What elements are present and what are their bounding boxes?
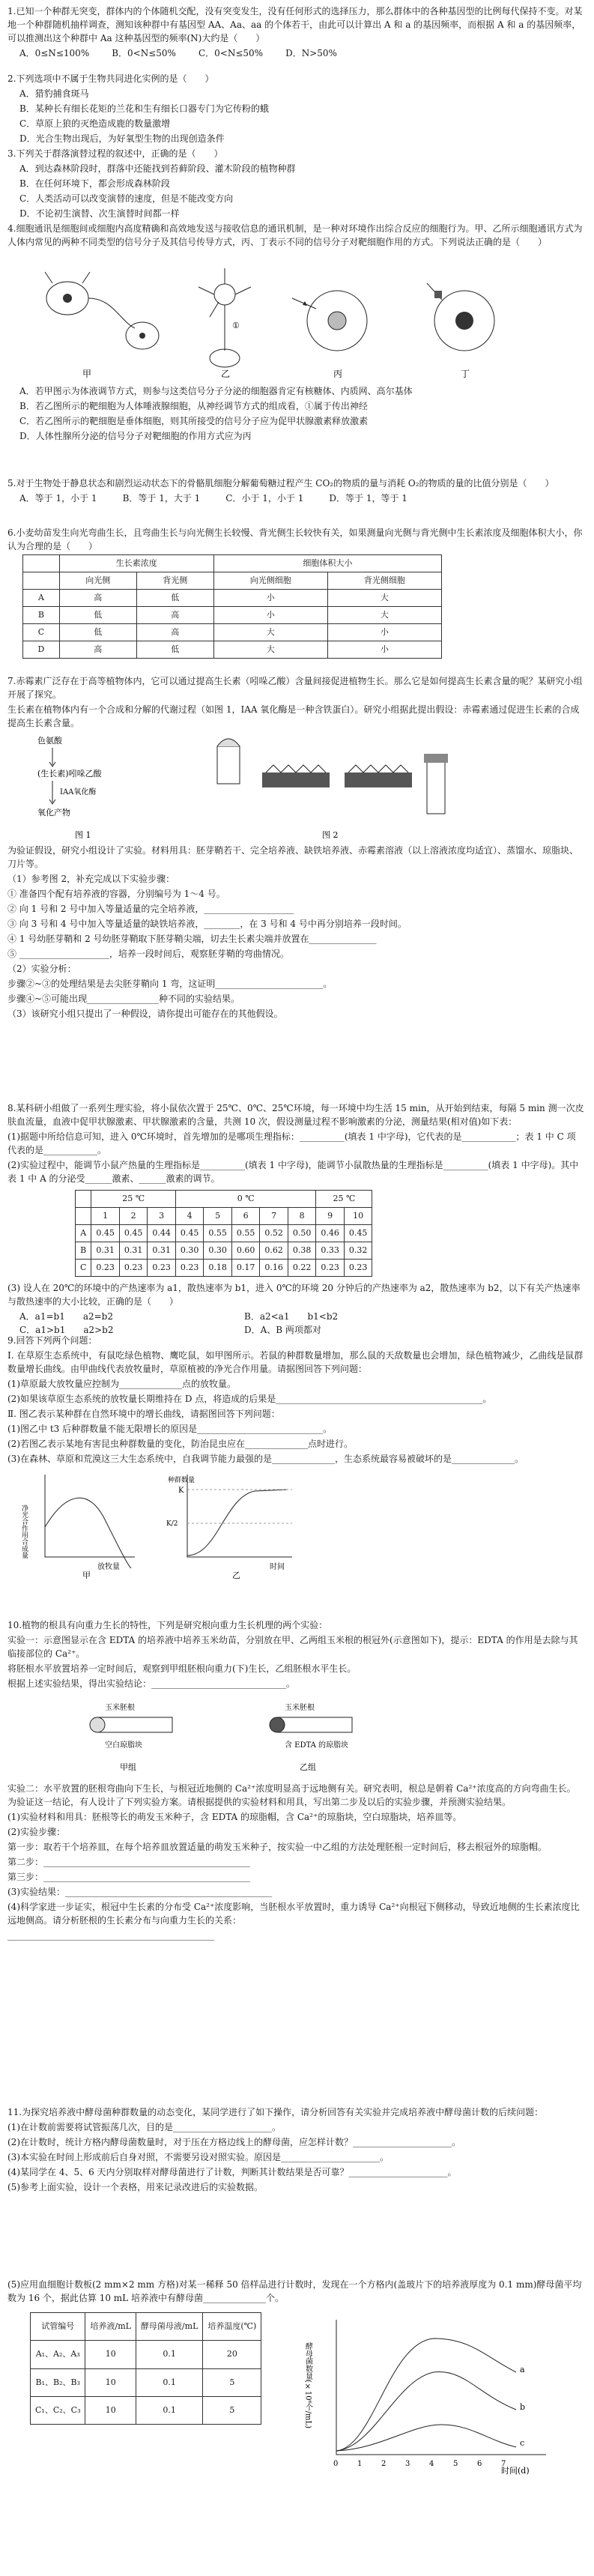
x-ticks (333, 2460, 506, 2468)
axis-label: 净光合作用合成量 (20, 1505, 28, 1558)
pathway-label: 氧化产物 (37, 808, 70, 817)
sub-question: (3) 设人在 20℃的环境中的产热速率为 a1，散热速率为 b1，进入 0℃的环境 20 分钟后的产热速率为 a2，散热速率为 b2，以下有关产热速率与散热速率的大小比较，正确的是（ ） (7, 1283, 581, 1307)
sub-question: 第三步：______________________________________________ (7, 1872, 251, 1882)
table-row: B 低 高 小 大 (23, 607, 442, 624)
x-tick-label: 6 (477, 2460, 482, 2468)
table-cell (23, 572, 60, 590)
sub-question: (1)实验材料和用具：胚根等长的萌发玉米种子，含 EDTA 的琼脂帽，含 Ca²⁺的琼脂块，空白琼脂块，培养皿等。 (7, 1812, 462, 1822)
option: D．光合生物出现后，为好氧型生物的出现创造条件 (19, 133, 225, 144)
table-header: 向光侧 (59, 572, 136, 590)
figure-2-coleoptile (210, 731, 457, 844)
sub-question: (5)参考上面实验，设计一个表格，用来记录改进后的实验数据。 (7, 2182, 264, 2192)
sub-question: (4)某同学在 4、5、6 天内分别取样对酵母菌进行了计数，判断其计数结果是否可靠？______________________。 (7, 2167, 457, 2177)
sub-question: Ⅰ. 在草原生态系统中，有鼠吃绿色植物、鹰吃鼠，如甲图所示。若鼠的种群数量增加，那么鼠的天敌数量也会增加，绿色植物减少，乙曲线是鼠群数量增长曲线。由甲曲线代表放牧量时，草原植被的净光合作用量。请据图回答下列问题： (7, 1350, 584, 1374)
table-row: B 0.31 0.31 0.31 0.30 0.30 0.60 0.62 0.38 0.33 0.32 (76, 1242, 372, 1260)
question-text: 11.为探究培养液中酵母菌种群数量的动态变化，某同学进行了如下操作，请分析回答有关实验并完成培养液中酵母菌计数的后续问题： (7, 2107, 544, 2117)
figure-1-pathway (30, 731, 165, 844)
figure-label: 玉米胚根 (285, 1704, 315, 1712)
axis-label: 放牧量 (97, 1563, 120, 1571)
sub-question: (2)若图乙表示某地有害昆虫种群数量的变化，防治昆虫应在______________点时进行。 (7, 1439, 354, 1449)
step-line: 步骤④~⑤可能出现________________种不同的实验结果。 (7, 994, 240, 1004)
cell-signaling-diagram (22, 253, 547, 381)
option: B．在任何环境下，都会形成森林阶段 (19, 178, 170, 189)
question-text: 5.对于生物处于静息状态和剧烈运动状态下的骨骼肌细胞分解葡萄糖过程产生 CO₂的物质的量与消耗 O₂的物质的量的比值分别是（ ） (7, 478, 554, 489)
question-text: 9.回答下列两个问题： (7, 1335, 97, 1346)
question-text: 10.植物的根具有向重力生长的特性，下列是研究根向重力生长机理的两个实验： (7, 1620, 328, 1630)
table-row: C 低 高 大 小 (23, 624, 442, 641)
panel-b (198, 268, 251, 367)
question-6 (7, 526, 584, 659)
step-line: ① 准备四个配有培养液的容器，分别编号为 1～4 号。 (7, 889, 225, 899)
table-row: A 0.45 0.45 0.44 0.45 0.55 0.55 0.52 0.50 0.46 0.45 (76, 1225, 372, 1242)
x-tick-label: 7 (501, 2460, 506, 2468)
sub-question: ______________________________________________ (7, 1930, 214, 1941)
population-curve-yi (165, 1467, 300, 1579)
question-9 (7, 1334, 584, 1579)
curve-label: a (520, 2365, 525, 2374)
option: B．若乙图所示的靶细胞为人体唾液腺细胞，从神经调节方式的组成看，①属于传出神经 (19, 401, 368, 411)
x-tick-label: 3 (405, 2460, 410, 2468)
pathway-label: IAA氧化酶 (60, 788, 97, 796)
sub-question: (2)实验步骤： (7, 1827, 65, 1837)
question-text: 生长素在植物体内有一个合成和分解的代谢过程（如图 1，IAA 氧化酶是一种含铁蛋白）。研究小组据此提出假设：赤霉素通过促进生长素的合成提高生长素含量。 (7, 704, 580, 728)
step-line: 步骤②~③的处理结果是去尖胚芽鞘向 1 弯，这证明________________________。 (7, 979, 333, 989)
question-text: 8.某科研小组做了一系列生理实验，将小鼠依次置于 25℃、0℃、25℃环境，每一环境中均生活 15 min，从开始到结束，每隔 5 min 测一次皮肤血流量，血液中促甲状腺激素、甲状腺激素的含量，共测 10 次，假设测量过程不影响激素的分泌，测量结果(相对值)如下表： (7, 1103, 584, 1127)
sub-question: Ⅱ. 图乙表示某种群在自然环境中的增长曲线，请据图回答下列问题： (7, 1409, 280, 1419)
table-cell (23, 555, 60, 572)
figure-caption: 图 1 (75, 830, 91, 840)
sub-question: (4)科学家进一步证实，根冠中生长素的分布受 Ca²⁺浓度影响，当胚根水平放置时，重力诱导 Ca²⁺向根冠下侧移动，导致近地侧的生长素浓度比远地侧高。请分析胚根的生长素分布与向重力生长的关系： (7, 1902, 580, 1926)
option: C．若乙图所示的靶细胞是垂体细胞，则其所接受的信号分子应为促甲状腺激素释放激素 (19, 416, 369, 426)
option: C．小于 1，小于 1 (225, 493, 304, 504)
option: D．等于 1，等于 1 (329, 493, 407, 504)
sub-question: (1)据题中所给信息可知，进入 0℃环境时，首先增加的是哪项生理指标：__________(填表 1 中字母)，它代表的是____________；表 1 中 C 项代表的是____________。 (7, 1131, 576, 1155)
label-bing: 丙 (333, 369, 343, 379)
axis-label: 种群数量 (168, 1477, 196, 1484)
svg-text:①: ① (232, 321, 240, 330)
axis-label: 时间 (270, 1563, 285, 1571)
figure-label: 空白琼脂块 (105, 1741, 142, 1750)
question-7 (7, 674, 584, 1022)
axis-label: K/2 (166, 1520, 178, 1528)
mouse-data-table: 25 ℃ 0 ℃ 25 ℃ 1 2 3 4 5 6 7 8 9 10 A 0.45 0.45 0.44 0.45 0.55 0.55 0.52 0.50 0.46 0.45 B 0.31 0.31 0.31 0.30 0.30 0.60 0.62 0.38 0.33 0.32 C 0.23 0.23 0.23 0.23 0.18 0.17 0.16 0.22 0.23 0.23 (75, 1190, 372, 1277)
table-row: A₁、A₂、A₃ 10 0.1 20 (31, 2341, 261, 2368)
question-2 (7, 72, 584, 147)
x-tick-label: 5 (453, 2460, 458, 2468)
question-text: 7.赤霉素广泛存在于高等植物体内，它可以通过提高生长素（吲哚乙酸）含量间接促进植物生长。那么它是如何提高生长素含量的呢？某研究小组开展了探究。 (7, 676, 583, 700)
option: B．等于 1，大于 1 (122, 493, 201, 504)
sub-question: (3)在森林、草原和荒漠这三大生态系统中，自我调节能力最强的是______________，生态系统最容易被破坏的是______________。 (7, 1454, 524, 1464)
experiment-group-jia (75, 1695, 195, 1777)
y-axis-label: 酵母菌数量(×10⁶个/mL) (303, 2342, 312, 2429)
curve-b (336, 2372, 516, 2451)
x-tick-label: 0 (333, 2460, 339, 2468)
option: C．人类活动可以改变演替的速度，但是不能改变方向 (19, 193, 234, 204)
question-3 (7, 147, 584, 222)
question-text: 3.下列关于群落演替过程的叙述中，正确的是（ ） (7, 148, 223, 159)
figure-label: 含 EDTA 的琼脂块 (285, 1741, 349, 1750)
table-row: A 高 低 小 大 (23, 590, 442, 607)
question-text: 2.下列选项中不属于生物共同进化实例的是（ ） (7, 73, 214, 84)
question-text: 为验证假设，研究小组设计了实验。材料用具：胚芽鞘若干、完全培养液、缺铁培养液、赤霉素溶液（以上溶液浓度均适宜）、蒸馏水、琼脂块、刀片等。 (7, 845, 579, 869)
option: B．0<N≤50% (112, 48, 176, 58)
step-line: （2）实验分析： (7, 964, 76, 974)
question-5 (7, 477, 584, 505)
option: A．若甲图示为体液调节方式，则参与这类信号分子分泌的细胞器肯定有核糖体、内质网、高尔基体 (19, 386, 413, 396)
option: A．等于 1，小于 1 (19, 493, 97, 504)
label-jia: 甲 (82, 369, 92, 379)
yeast-table: 试管编号 培养液/mL 酵母菌母液/mL 培养温度(℃) A₁、A₂、A₃ 10 0.1 20 B₁、B₂、B₃ 10 0.1 5 C₁、C₂、C₃ 10 0.1 5 (30, 2312, 261, 2425)
x-tick-label: 4 (429, 2460, 434, 2468)
option: A．a1=b1 a2=b2 (19, 1311, 113, 1322)
table-header: 细胞体积大小 (213, 555, 441, 572)
sub-question: 第二步：______________________________________________ (7, 1857, 251, 1867)
step-line: （3）该研究小组只提出了一种假设，请你提出可能存在的其他假设。 (7, 1009, 283, 1019)
table-header: 向光侧细胞 (213, 572, 327, 590)
panel-a (45, 272, 159, 349)
figure-caption: 甲 (82, 1570, 91, 1580)
option: C．0<N≤50% (198, 48, 264, 58)
x-tick-label: 2 (381, 2460, 387, 2468)
sub-question: 第一步：取若干个培养皿，在每个培养皿放置适量的萌发玉米种子，按实验一中乙组的方法处理胚根一定时间后，移去根冠外的琼脂帽。 (7, 1842, 548, 1852)
question-8 (7, 1101, 584, 1337)
option: C．草原上狼的灭绝造成鹿的数量激增 (19, 118, 171, 129)
option: D．人体性腺所分泌的信号分子对靶细胞的作用方式应为丙 (19, 431, 252, 441)
x-axis-label: 时间(d) (501, 2466, 530, 2476)
sub-question: (3)本实验在时间上形成前后自身对照，不需要另设对照实验。原因是______________________。 (7, 2152, 390, 2162)
curve-label: c (520, 2438, 525, 2448)
option: A．猎豹捕食斑马 (19, 88, 89, 99)
yeast-growth-chart (303, 2312, 554, 2485)
panel-c (292, 291, 367, 351)
curve-label: b (520, 2402, 526, 2412)
sub-question: (3)实验结果：______________________________________________ (7, 1887, 272, 1897)
option: C．a1>b1 a2>b2 (19, 1325, 114, 1335)
sub-question: 根据上述实验结果，得出实验结论：______________________________。 (7, 1678, 296, 1689)
question-text: 6.小麦幼苗发生向光弯曲生长，且弯曲生长与向光侧生长较慢、背光侧生长较快有关，如果测量向光侧与背光侧中生长素浓度及细胞体积大小，你认为合理的是（ ） (7, 527, 583, 551)
question-12 (7, 2278, 584, 2485)
sub-question: 实验一：示意图显示在含 EDTA 的培养液中培养玉米幼苗，分别放在甲、乙两组玉米根的根冠外(示意图如下)，提示：EDTA 的作用是去除与其临接部位的 Ca²⁺。 (7, 1635, 578, 1659)
sub-question: (1)在计数前需要将试管振荡几次，目的是______________________。 (7, 2122, 281, 2132)
step-line: ③ 向 3 号和 4 号中加入等量适量的缺铁培养液，________，在 3 号和 4 号中再分别培养一段时间。 (7, 919, 407, 929)
pathway-label: (生长素)吲哚乙酸 (37, 769, 102, 778)
question-4 (7, 222, 584, 444)
sub-question: (2)在计数时，统计方格内酵母菌数量时，对于压在方格边线上的酵母菌，应怎样计数？______________________。 (7, 2137, 461, 2147)
question-text: 1.已知一个种群无突变，群体内的个体随机交配，没有突变发生，没有任何形式的选择压力，那么群体中的各种基因型的比例每代保持不变。对某地一个种群随机抽样调查，测知该种群中有基因型 AA、Aa、aa 的个体若干，由此可以计算出 A 和 a 的基因频率，而根据 A 和 a 的基因频率，可以推测出这个种群中 Aa 这种基因型的频率(N)大约是（ ） (7, 6, 583, 43)
table-header: 生长素浓度 (59, 555, 213, 572)
question-1 (7, 4, 584, 60)
option: A．0≤N≤100% (19, 48, 90, 58)
step-line: ④ 1 号幼胚芽鞘和 2 号幼胚芽鞘取下胚芽鞘尖端，切去生长素尖端并放置在_______________ (7, 934, 377, 944)
question-text: (5)应用血细胞计数板(2 mm×2 mm 方格)对某一稀释 50 倍样品进行计数时，发现在一个方格内(盖玻片下的培养液厚度为 0.1 mm)酵母菌平均数为 16 个，据此估算 10 mL 培养液中有酵母菌______________个。 (7, 2279, 582, 2303)
step-line: ② 向 1 号和 2 号中加入等量适量的完全培养液，____________________ (7, 904, 294, 914)
step-line: （1）参考图 2，补充完成以下实验步骤： (7, 874, 175, 884)
question-11 (7, 2105, 584, 2195)
pathway-label: 色氨酸 (37, 736, 62, 746)
curve-a (336, 2338, 516, 2451)
figure-caption: 乙 (232, 1570, 240, 1580)
option: B．某种长有细长花矩的兰花和生有细长口器专门为它传粉的蛾 (19, 103, 269, 114)
table-header: 背光侧 (136, 572, 213, 590)
figure-label: 玉米胚根 (105, 1704, 135, 1712)
figure-caption: 甲组 (120, 1762, 136, 1772)
option: D．A、B 两项都对 (244, 1325, 321, 1335)
sub-question: (1)图乙中 t3 后种群数量不能无限增长的原因是____________________________。 (7, 1424, 333, 1434)
figure-caption: 图 2 (322, 830, 339, 840)
grazing-curve-jia (22, 1467, 142, 1579)
sub-question: (1)草原最大放牧量应控制为______________点的放牧量。 (7, 1379, 236, 1389)
option: D．不论初生演替、次生演替时间都一样 (19, 208, 180, 219)
step-line: ⑤ ____________________，培养一段时间后，观察胚芽鞘的弯曲情况。 (7, 949, 289, 959)
sub-question: 将胚根水平放置培养一定时间后，观察到甲组胚根向重力(下)生长，乙组胚根水平生长。 (7, 1663, 357, 1674)
figure-caption: 乙组 (300, 1762, 316, 1772)
axis-label: K (178, 1487, 184, 1495)
sub-question: (2)如果该草原生态系统的放牧量长期维持在 D 点，将造成的后果是______________________________________________。 (7, 1394, 492, 1404)
x-tick-label: 1 (357, 2460, 363, 2468)
table-header: 背光侧细胞 (327, 572, 441, 590)
table-row: D 高 低 大 小 (23, 641, 442, 659)
option: B．a2<a1 b1<b2 (244, 1311, 339, 1322)
table-row: B₁、B₂、B₃ 10 0.1 5 (31, 2368, 261, 2396)
option: D．N>50% (285, 48, 337, 58)
label-ding: 丁 (461, 369, 470, 379)
table-row: C 0.23 0.23 0.23 0.23 0.18 0.17 0.16 0.22 0.23 0.23 (76, 1260, 372, 1277)
experiment-group-yi (255, 1695, 375, 1777)
question-text: 4.细胞通讯是细胞间或细胞内高度精确和高效地发送与接收信息的通讯机制，是一种对环境作出综合反应的细胞行为。甲、乙所示细胞通讯方式为人体内常见的两种不同类型的信号分子及其信号传导方式，丙、丁表示不同的信号分子对靶细胞作用的方式。下列说法正确的是（ ） (7, 223, 583, 247)
table-row: C₁、C₂、C₃ 10 0.1 5 (31, 2396, 261, 2424)
label-yi: 乙 (221, 369, 231, 379)
option: A．到达森林阶段时，群落中还能找到苔藓阶段、灌木阶段的植物种群 (19, 163, 296, 174)
sub-question: 实验二：水平放置的胚根弯曲向下生长，与根冠近地侧的 Ca²⁺浓度明显高于远地侧有关。研究表明，根总是朝着 Ca²⁺浓度高的方向弯曲生长。为验证这一结论，有人设计了下列实验方案。请根据提供的实验材料和用具，写出第二步及以后的实验步骤，并预测实验结果。 (7, 1783, 576, 1807)
question-10 (7, 1618, 584, 1944)
auxin-table (22, 554, 442, 659)
panel-d (427, 283, 494, 351)
sub-question: (2)实验过程中，能调节小鼠产热量的生理指标是__________(填表 1 中字母)，能调节小鼠散热量的生理指标是__________(填表 1 中字母)。其中表 1 中 A 的分泌受______激素、______激素的调节。 (7, 1160, 579, 1184)
